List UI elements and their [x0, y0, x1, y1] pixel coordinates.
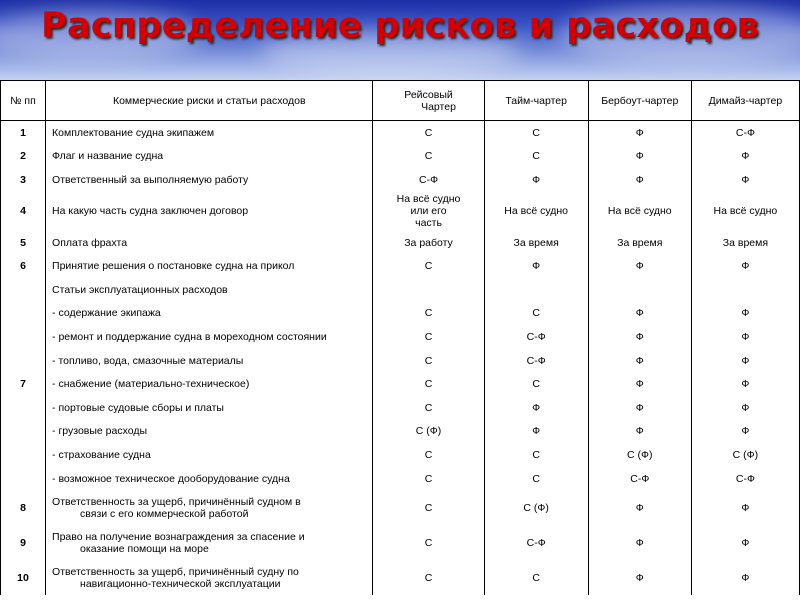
row-num	[1, 443, 46, 467]
cell-demise: Ф	[691, 254, 799, 278]
cell-time: С	[484, 145, 588, 169]
table-row	[1, 525, 800, 560]
cell-time: За время	[484, 231, 588, 255]
cell-time: С	[484, 443, 588, 467]
cell-time: С	[484, 467, 588, 491]
cell-time: С-Ф	[484, 325, 588, 349]
cell-time: Ф	[484, 168, 588, 192]
header-voyage-charter	[373, 81, 484, 121]
risk-table	[0, 80, 800, 595]
row-num: 8	[1, 490, 46, 525]
cell-voyage: С	[373, 302, 484, 326]
cell-time: Ф	[484, 396, 588, 420]
header-voyage-line2: Чартер	[421, 100, 456, 113]
row-desc	[46, 525, 373, 560]
row-desc-line1: Ответственность за ущерб, причинённый судном в	[52, 495, 301, 508]
table-row	[1, 302, 800, 326]
row-num	[1, 420, 46, 444]
cell-voyage: С (Ф)	[373, 420, 484, 444]
cell-time: Ф	[484, 254, 588, 278]
cell-demise: Ф	[691, 349, 799, 373]
cell-bareboat: С-Ф	[588, 467, 691, 491]
cell-bareboat: Ф	[588, 420, 691, 444]
cell-bareboat: Ф	[588, 121, 691, 145]
cell-bareboat: Ф	[588, 490, 691, 525]
cell-time: С-Ф	[484, 525, 588, 560]
row-desc: Принятие решения о постановке судна на прикол	[46, 254, 373, 278]
cell-voyage: С	[373, 121, 484, 145]
cell-bareboat: Ф	[588, 349, 691, 373]
cell-demise: Ф	[691, 145, 799, 169]
table-row	[1, 145, 800, 169]
cell-time: С (Ф)	[484, 490, 588, 525]
table-row	[1, 192, 800, 231]
row-num	[1, 349, 46, 373]
cell-time: С	[484, 302, 588, 326]
row-num	[1, 467, 46, 491]
row-desc: - портовые судовые сборы и платы	[46, 396, 373, 420]
header-demise-charter: Димайз-чартер	[691, 81, 799, 121]
row-num	[1, 325, 46, 349]
table-row	[1, 168, 800, 192]
cell-voyage: С	[373, 443, 484, 467]
row-num: 6	[1, 254, 46, 278]
cell-bareboat	[588, 278, 691, 302]
row-num	[1, 396, 46, 420]
cell-voyage: За работу	[373, 231, 484, 255]
cell-bareboat: Ф	[588, 396, 691, 420]
cell-bareboat: С (Ф)	[588, 443, 691, 467]
cell-demise: С (Ф)	[691, 443, 799, 467]
row-desc	[46, 490, 373, 525]
cell-voyage-line3: часть	[415, 217, 442, 230]
header-risk: Коммерческие риски и статьи расходов	[46, 81, 373, 121]
row-desc-line2: связи с его коммерческой работой	[80, 507, 249, 520]
cell-voyage: С	[373, 467, 484, 491]
cell-voyage: С	[373, 145, 484, 169]
row-num: 2	[1, 145, 46, 169]
row-desc-line1: Право на получение вознаграждения за спасение и	[52, 530, 305, 543]
table-row	[1, 325, 800, 349]
row-desc: Флаг и название судна	[46, 145, 373, 169]
table-row	[1, 560, 800, 595]
table-row	[1, 396, 800, 420]
cell-bareboat: Ф	[588, 302, 691, 326]
row-desc: - топливо, вода, смазочные материалы	[46, 349, 373, 373]
table-row	[1, 231, 800, 255]
cell-demise: Ф	[691, 372, 799, 396]
table-row	[1, 490, 800, 525]
cell-demise: На всё судно	[691, 192, 799, 231]
slide-title: Распределение рисков и расходов	[41, 6, 759, 46]
cell-bareboat: На всё судно	[588, 192, 691, 231]
table-row	[1, 349, 800, 373]
cell-demise: Ф	[691, 420, 799, 444]
cell-voyage: С	[373, 349, 484, 373]
cell-time: С	[484, 560, 588, 595]
row-num: 1	[1, 121, 46, 145]
cell-voyage	[373, 192, 484, 231]
cell-time: С	[484, 121, 588, 145]
cell-voyage	[373, 278, 484, 302]
header-bareboat-charter: Бербоут-чартер	[588, 81, 691, 121]
cell-voyage: С-Ф	[373, 168, 484, 192]
cell-demise: Ф	[691, 560, 799, 595]
cell-demise: С-Ф	[691, 467, 799, 491]
cell-voyage: С	[373, 396, 484, 420]
cell-time: Ф	[484, 420, 588, 444]
table-row	[1, 443, 800, 467]
cell-bareboat: За время	[588, 231, 691, 255]
table-row	[1, 278, 800, 302]
cell-demise: С-Ф	[691, 121, 799, 145]
cell-voyage-line2: или его	[410, 205, 447, 218]
row-desc-line1: Ответственность за ущерб, причинённый судну по	[52, 565, 299, 578]
row-desc: Ответственный за выполняемую работу	[46, 168, 373, 192]
row-desc: Оплата фрахта	[46, 231, 373, 255]
row-desc: - возможное техническое дооборудование судна	[46, 467, 373, 491]
row-desc: - страхование судна	[46, 443, 373, 467]
cell-voyage: С	[373, 490, 484, 525]
cell-bareboat: Ф	[588, 372, 691, 396]
row-num: 4	[1, 192, 46, 231]
row-desc: - ремонт и поддержание судна в мореходном состоянии	[46, 325, 373, 349]
cell-time: С	[484, 372, 588, 396]
cell-demise: Ф	[691, 325, 799, 349]
cell-bareboat: Ф	[588, 325, 691, 349]
row-desc	[46, 560, 373, 595]
header-num: № пп	[1, 81, 46, 121]
cell-bareboat: Ф	[588, 145, 691, 169]
cell-voyage: С	[373, 325, 484, 349]
cell-voyage-line1: На всё судно	[396, 193, 461, 206]
cell-demise: За время	[691, 231, 799, 255]
row-desc-line2: навигационно-технической эксплуатации	[80, 577, 281, 590]
row-desc: Статьи эксплуатационных расходов	[46, 278, 373, 302]
cell-bareboat: Ф	[588, 525, 691, 560]
row-desc: На какую часть судна заключен договор	[46, 192, 373, 231]
cell-time: На всё судно	[484, 192, 588, 231]
cell-bareboat: Ф	[588, 254, 691, 278]
cell-time: С-Ф	[484, 349, 588, 373]
header-time-charter: Тайм-чартер	[484, 81, 588, 121]
row-desc: - содержание экипажа	[46, 302, 373, 326]
table-row	[1, 372, 800, 396]
cell-bareboat: Ф	[588, 168, 691, 192]
row-num: 10	[1, 560, 46, 595]
header-voyage-line1: Рейсовый	[404, 88, 453, 101]
cell-time	[484, 278, 588, 302]
cell-voyage: С	[373, 525, 484, 560]
cell-demise: Ф	[691, 525, 799, 560]
table-row	[1, 254, 800, 278]
table-row	[1, 121, 800, 145]
row-num	[1, 278, 46, 302]
cell-demise: Ф	[691, 396, 799, 420]
table-row	[1, 467, 800, 491]
cell-bareboat: Ф	[588, 560, 691, 595]
row-desc: Комплектование судна экипажем	[46, 121, 373, 145]
row-desc: - грузовые расходы	[46, 420, 373, 444]
row-num	[1, 302, 46, 326]
cell-voyage: С	[373, 560, 484, 595]
row-num: 3	[1, 168, 46, 192]
row-desc: - снабжение (материально-техническое)	[46, 372, 373, 396]
cell-demise: Ф	[691, 490, 799, 525]
table-header-row	[1, 81, 800, 121]
cell-demise: Ф	[691, 302, 799, 326]
row-num: 5	[1, 231, 46, 255]
cell-voyage: С	[373, 372, 484, 396]
cell-demise	[691, 278, 799, 302]
row-num: 9	[1, 525, 46, 560]
row-desc-line2: оказание помощи на море	[80, 542, 209, 555]
cell-voyage: С	[373, 254, 484, 278]
row-num: 7	[1, 372, 46, 396]
table-row	[1, 420, 800, 444]
cell-demise: Ф	[691, 168, 799, 192]
